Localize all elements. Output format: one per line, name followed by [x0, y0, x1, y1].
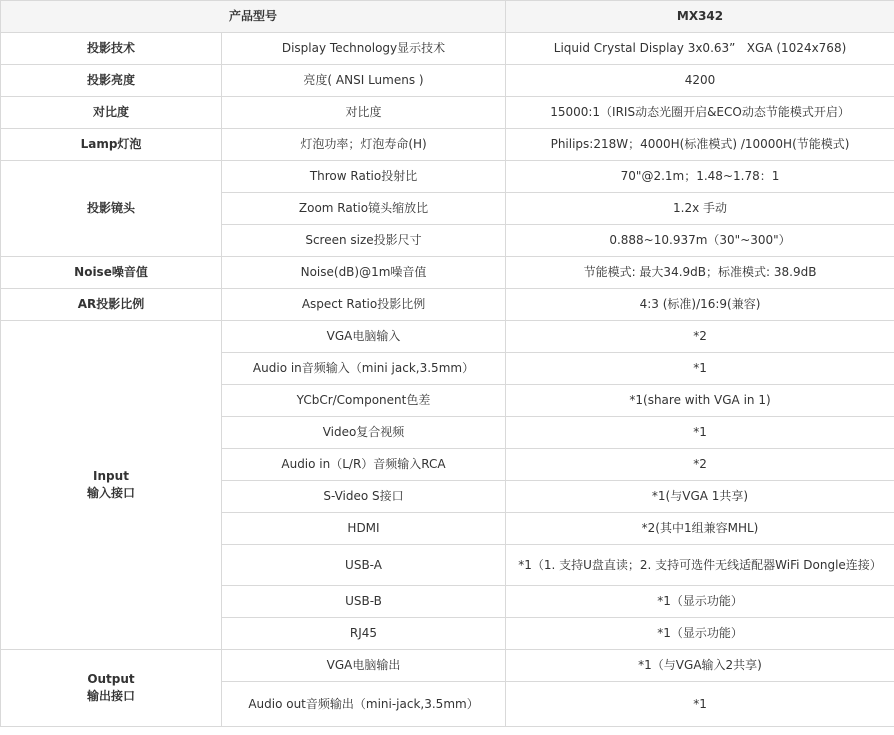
value-cell: *1(与VGA 1共享) [506, 481, 894, 513]
table-row [1, 129, 894, 161]
table-row [1, 321, 894, 353]
value-cell: 70"@2.1m；1.48~1.78：1 [506, 161, 894, 193]
spec-cell: Zoom Ratio镜头缩放比 [222, 193, 506, 225]
value-cell: *1（与VGA输入2共享) [506, 650, 894, 682]
category-cell-output [1, 650, 222, 727]
spec-cell: Noise(dB)@1m噪音值 [222, 257, 506, 289]
value-cell: *2 [506, 321, 894, 353]
spec-cell: VGA电脑输入 [222, 321, 506, 353]
model-label: 产品型号 [1, 1, 506, 33]
value-cell: *2(其中1组兼容MHL) [506, 513, 894, 545]
category-cell: 投影技术 [1, 33, 222, 65]
model-value: MX342 [506, 1, 894, 33]
category-cell: Lamp灯泡 [1, 129, 222, 161]
spec-cell: VGA电脑输出 [222, 650, 506, 682]
value-cell: *1 [506, 353, 894, 385]
value-cell: Philips:218W；4000H(标准模式) /10000H(节能模式) [506, 129, 894, 161]
spec-cell: YCbCr/Component色差 [222, 385, 506, 417]
value-cell: *1(share with VGA in 1) [506, 385, 894, 417]
table-row [1, 650, 894, 682]
category-label-en: Input [93, 469, 129, 483]
spec-cell: Aspect Ratio投影比例 [222, 289, 506, 321]
spec-cell: 亮度( ANSI Lumens ) [222, 65, 506, 97]
value-cell: *1（显示功能） [506, 586, 894, 618]
value-cell: 4200 [506, 65, 894, 97]
spec-cell: Audio in（L/R）音频输入RCA [222, 449, 506, 481]
value-cell: 0.888~10.937m（30"~300"） [506, 225, 894, 257]
table-row [1, 289, 894, 321]
spec-cell: 对比度 [222, 97, 506, 129]
table-row [1, 33, 894, 65]
value-cell: 15000:1（IRIS动态光圈开启&ECO动态节能模式开启） [506, 97, 894, 129]
spec-cell: Audio in音频输入（mini jack,3.5mm） [222, 353, 506, 385]
table-header-row [1, 1, 894, 33]
value-cell: *1（显示功能） [506, 618, 894, 650]
spec-cell: Video复合视频 [222, 417, 506, 449]
value-cell: *1 [506, 417, 894, 449]
value-cell: *1（1. 支持U盘直读；2. 支持可选件无线适配器WiFi Dongle连接） [506, 545, 894, 586]
spec-cell: Audio out音频输出（mini-jack,3.5mm） [222, 682, 506, 727]
category-label-cn: 输入接口 [86, 486, 135, 500]
table-row [1, 257, 894, 289]
spec-cell: RJ45 [222, 618, 506, 650]
table-row [1, 65, 894, 97]
spec-cell: USB-B [222, 586, 506, 618]
category-cell: Noise噪音值 [1, 257, 222, 289]
spec-cell: 灯泡功率；灯泡寿命(H) [222, 129, 506, 161]
spec-cell: Throw Ratio投射比 [222, 161, 506, 193]
value-cell: *1 [506, 682, 894, 727]
table-row [1, 97, 894, 129]
category-cell: 对比度 [1, 97, 222, 129]
value-cell: 1.2x 手动 [506, 193, 894, 225]
category-label-en: Output [87, 672, 135, 686]
category-cell: AR投影比例 [1, 289, 222, 321]
value-cell: Liquid Crystal Display 3x0.63” XGA (1024x768) [506, 33, 894, 65]
value-cell: 4:3 (标准)/16:9(兼容) [506, 289, 894, 321]
spec-cell: USB-A [222, 545, 506, 586]
category-cell: 投影镜头 [1, 161, 222, 257]
category-cell: 投影亮度 [1, 65, 222, 97]
value-cell: *2 [506, 449, 894, 481]
spec-cell: HDMI [222, 513, 506, 545]
category-label-cn: 输出接口 [86, 689, 135, 703]
value-cell: 节能模式: 最大34.9dB；标准模式: 38.9dB [506, 257, 894, 289]
table-row [1, 161, 894, 193]
spec-cell: Display Technology显示技术 [222, 33, 506, 65]
spec-cell: S-Video S接口 [222, 481, 506, 513]
category-cell-input [1, 321, 222, 650]
spec-cell: Screen size投影尺寸 [222, 225, 506, 257]
